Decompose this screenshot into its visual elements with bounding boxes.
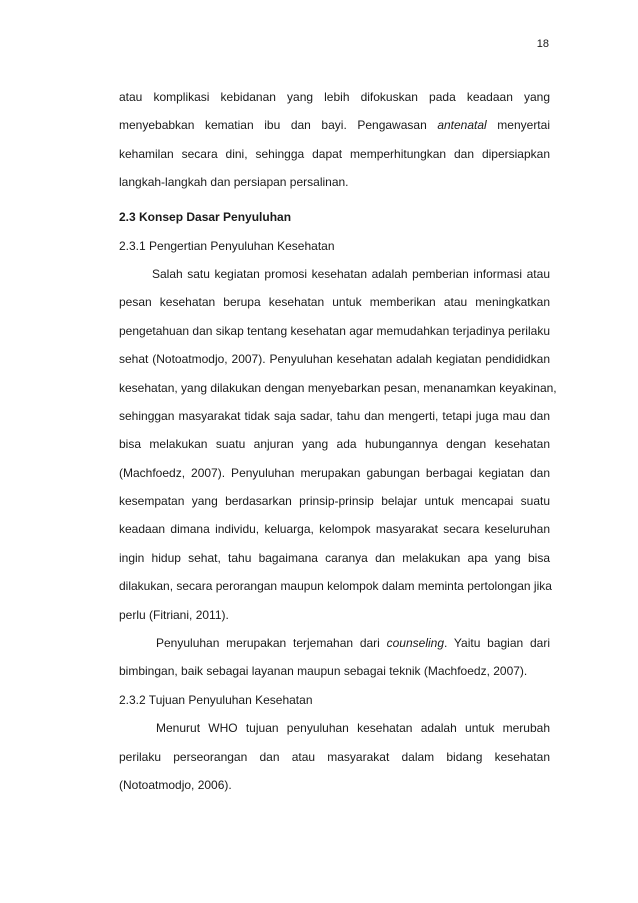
line-text: sehat (Notoatmodjo, 2007). Penyuluhan kesehatan adalah kegiatan pendididkan xyxy=(119,352,550,367)
body-line xyxy=(119,175,550,190)
body-line xyxy=(119,579,550,594)
italic-term-counseling: counseling xyxy=(386,636,444,651)
section-heading-text: 2.3 Konsep Dasar Penyuluhan xyxy=(119,210,292,225)
line-text: bisa melakukan suatu anjuran yang ada hubungannya dengan kesehatan xyxy=(119,437,550,452)
line-text: menyertai xyxy=(486,118,550,133)
line-text: ingin hidup sehat, tahu bagaimana caranya dan melakukan apa yang bisa xyxy=(119,550,550,565)
line-text: Penyuluhan merupakan terjemahan dari xyxy=(156,636,387,651)
body-line xyxy=(119,494,550,509)
subsection-heading-text: 2.3.2 Tujuan Penyuluhan Kesehatan xyxy=(119,692,313,707)
body-line xyxy=(119,437,550,452)
line-text: langkah-langkah dan persiapan persalinan. xyxy=(119,175,349,190)
body-line xyxy=(119,90,550,105)
body-line xyxy=(119,750,550,765)
line-text: (Machfoedz, 2007). Penyuluhan merupakan gabungan berbagai kegiatan dan xyxy=(119,465,550,480)
body-line xyxy=(119,636,550,651)
line-text: Salah satu kegiatan promosi kesehatan adalah pemberian informasi atau xyxy=(152,266,550,281)
line-text: menyebabkan kematian ibu dan bayi. Pengawasan xyxy=(119,118,438,133)
body-line xyxy=(119,267,550,282)
body-line xyxy=(119,551,550,566)
body-line xyxy=(119,522,550,537)
subsection-heading xyxy=(119,239,550,254)
body-line xyxy=(119,118,550,133)
line-text: perilaku perseorangan dan atau masyarakat dalam bidang kesehatan xyxy=(119,749,550,764)
line-text: . Yaitu bagian dari xyxy=(444,636,550,651)
body-line xyxy=(119,295,550,310)
line-text: (Notoatmodjo, 2006). xyxy=(119,777,232,792)
italic-term-antenatal: antenatal xyxy=(437,118,487,133)
body-line xyxy=(119,147,550,162)
line-text: pengetahuan dan sikap tentang kesehatan agar memudahkan terjadinya perilaku xyxy=(119,323,550,338)
line-text: kehamilan secara dini, sehingga dapat memperhitungkan dan dipersiapkan xyxy=(119,146,550,161)
body-line xyxy=(119,324,550,339)
document-body xyxy=(119,90,557,806)
body-line xyxy=(119,380,557,396)
line-text: sehinggan masyarakat tidak saja sadar, tahu dan mengerti, tetapi juga mau dan xyxy=(119,408,550,423)
subsection-heading-text: 2.3.1 Pengertian Penyuluhan Kesehatan xyxy=(119,238,335,253)
line-text: perlu (Fitriani, 2011). xyxy=(119,607,229,622)
line-text: atau komplikasi kebidanan yang lebih difokuskan pada keadaan yang xyxy=(119,90,550,104)
section-heading xyxy=(119,210,550,225)
body-line xyxy=(119,664,550,679)
subsection-heading xyxy=(119,693,550,708)
body-line xyxy=(119,721,550,736)
line-text: pesan kesehatan berupa kesehatan untuk memberikan atau meningkatkan xyxy=(119,295,550,310)
line-text: keadaan dimana individu, keluarga, kelompok masyarakat secara keseluruhan xyxy=(119,522,550,537)
line-text: kesehatan, yang dilakukan dengan menyebarkan pesan, menanamkan keyakinan, xyxy=(119,380,557,395)
body-line xyxy=(119,352,550,367)
page-number: 18 xyxy=(536,38,549,50)
line-text: Menurut WHO tujuan penyuluhan kesehatan adalah untuk merubah xyxy=(156,721,550,736)
body-line xyxy=(119,608,550,623)
line-text: kesempatan yang berdasarkan prinsip-prinsip belajar untuk mencapai suatu xyxy=(119,494,550,509)
line-text: bimbingan, baik sebagai layanan maupun sebagai teknik (Machfoedz, 2007). xyxy=(119,664,528,679)
line-text: dilakukan, secara perorangan maupun kelompok dalam meminta pertolongan jika xyxy=(119,579,552,594)
body-line xyxy=(119,466,550,481)
body-line xyxy=(119,409,550,424)
body-line xyxy=(119,778,550,793)
